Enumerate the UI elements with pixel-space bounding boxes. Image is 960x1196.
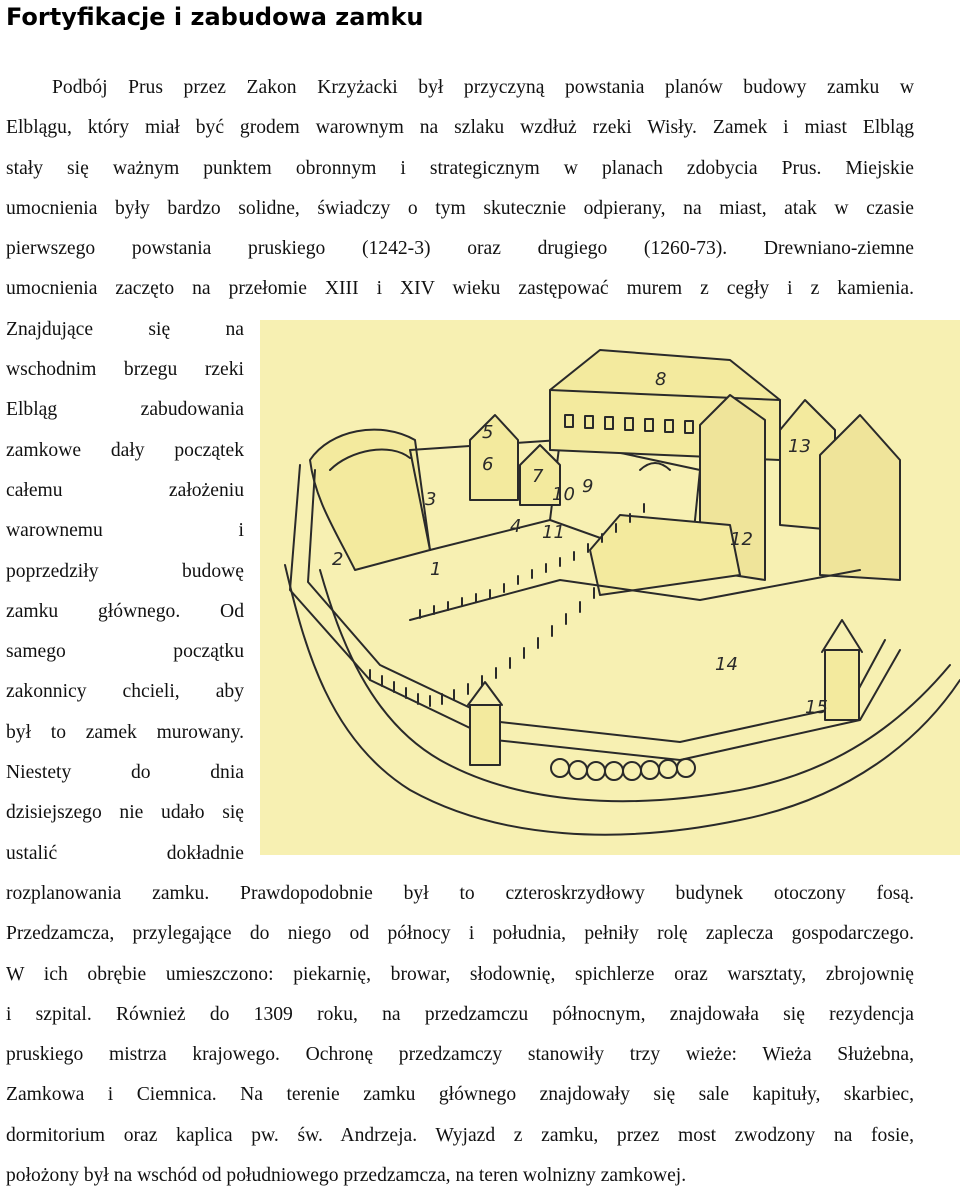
- text-line: Zamkowa i Ciemnica. Na terenie zamku głównego znajdowały się sale kapituły, skarbiec,: [6, 1084, 914, 1106]
- text-line: umocnienia zaczęto na przełomie XIII i XIV wieku zastępować murem z cegły i z kamienia.: [6, 278, 914, 300]
- castle-drawing: [260, 320, 960, 855]
- text-line: W ich obrębie umieszczono: piekarnię, browar, słodownię, spichlerze oraz warsztaty, zbrojownię: [6, 963, 914, 985]
- tower-6: [470, 415, 518, 500]
- building-12: [590, 515, 740, 595]
- text-line: Podbój Prus przez Zakon Krzyżacki był przyczyną powstania planów budowy zamku w: [52, 77, 914, 98]
- side-text-line: był to zamek murowany.: [6, 721, 244, 743]
- figure-label: 9: [582, 476, 594, 497]
- castle-illustration: [260, 320, 960, 855]
- text-line: pierwszego powstania pruskiego (1242-3) oraz drugiego (1260-73). Drewniano-ziemne: [6, 238, 914, 260]
- text-line: pruskiego mistrza krajowego. Ochronę przedzamczy stanowiły trzy wieże: Wieża Służebna,: [6, 1044, 914, 1066]
- figure-label: 1: [430, 559, 442, 580]
- figure-label: 6: [482, 454, 494, 475]
- side-text-line: całemu założeniu: [6, 479, 244, 501]
- side-text-line: Elbląg zabudowania: [6, 399, 244, 421]
- figure-label: 15: [805, 697, 828, 718]
- text-line: i szpital. Również do 1309 roku, na przedzamczu północnym, znajdowała się rezydencja: [6, 1003, 914, 1025]
- side-text-line: wschodnim brzegu rzeki: [6, 359, 244, 381]
- side-text-line: zakonnicy chcieli, aby: [6, 681, 244, 703]
- bridge: [640, 463, 670, 470]
- figure-label: 2: [332, 549, 344, 570]
- text-line: umocnienia były bardzo solidne, świadczy o tym skutecznie odpierany, na miast, atak w czasie: [6, 197, 914, 219]
- figure-label: 7: [532, 466, 544, 487]
- text-line: Przedzamcza, przylegające do niego od północy i południa, pełniły rolę zaplecza gospodarczego.: [6, 923, 914, 945]
- side-text-line: Niestety do dnia: [6, 762, 244, 784]
- text-line: stały się ważnym punktem obronnym i strategicznym w planach zdobycia Prus. Miejskie: [6, 157, 914, 179]
- side-text-line: Znajdujące się na: [6, 318, 244, 340]
- text-line: położony był na wschód od południowego przedzamcza, na teren wolnizny zamkowej.: [6, 1165, 687, 1187]
- figure-label: 11: [542, 522, 565, 543]
- text-line: dormitorium oraz kaplica pw. św. Andrzeja. Wyjazd z zamku, przez most zwodzony na fosie,: [6, 1124, 914, 1146]
- side-text-line: zamku głównego. Od: [6, 600, 244, 622]
- tower-left-low: [470, 705, 500, 765]
- text-line: rozplanowania zamku. Prawdopodobnie był to czteroskrzydłowy budynek otoczony fosą.: [6, 882, 914, 904]
- figure-label: 5: [482, 422, 494, 443]
- page-title: Fortyfikacje i zabudowa zamku: [6, 3, 424, 31]
- text-line: Elblągu, który miał być grodem warownym na szlaku wzdłuż rzeki Wisły. Zamek i miast Elbląg: [6, 117, 914, 139]
- side-text-line: warownemu i: [6, 520, 244, 542]
- side-text-line: samego początku: [6, 641, 244, 663]
- side-text-line: dzisiejszego nie udało się: [6, 802, 244, 824]
- figure-label: 14: [715, 654, 738, 675]
- figure-label: 13: [788, 436, 811, 457]
- side-text-line: poprzedziły budowę: [6, 560, 244, 582]
- side-text-line: zamkowe dały początek: [6, 439, 244, 461]
- side-text-line: ustalić dokładnie: [6, 842, 244, 864]
- figure-label: 4: [510, 516, 522, 537]
- figure-label: 10: [552, 484, 575, 505]
- figure-label: 3: [425, 489, 437, 510]
- figure-label: 8: [655, 369, 667, 390]
- tower-right-low: [825, 650, 859, 720]
- figure-label: 12: [730, 529, 753, 550]
